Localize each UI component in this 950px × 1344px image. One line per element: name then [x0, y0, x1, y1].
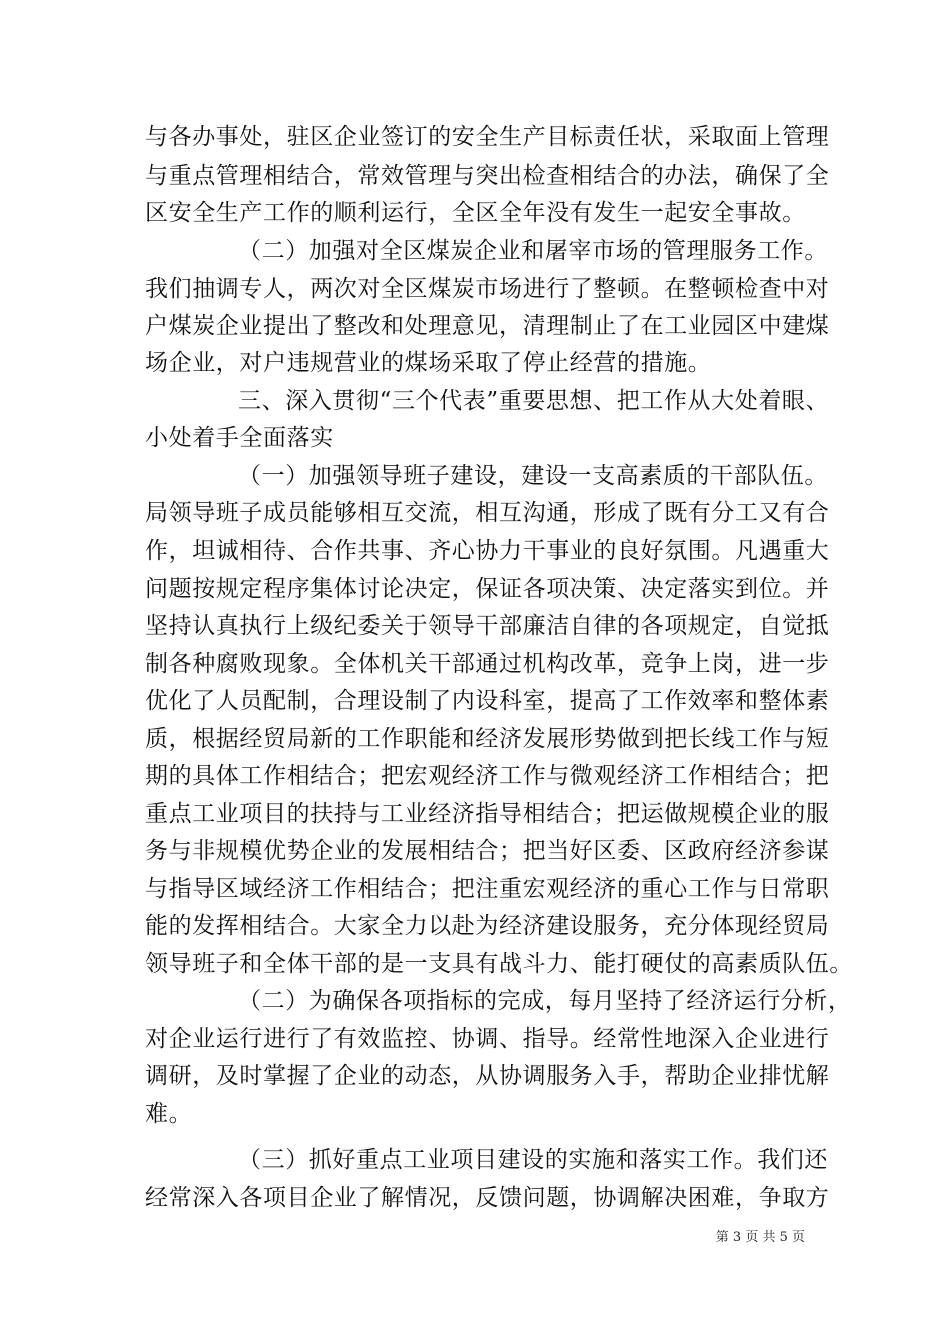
text-line: 与指导区域经济工作相结合；把注重宏观经济的重心工作与日常职 [145, 876, 830, 902]
text-line: 务与非规模优势企业的发展相结合；把当好区委、区政府经济参谋 [145, 838, 830, 864]
text-line: 小处着手全面落实 [145, 425, 334, 451]
text-line: 领导班子和全体干部的是一支具有战斗力、能打硬仗的高素质队伍。 [145, 951, 853, 977]
text-line: 优化了人员配制，合理设制了内设科室，提高了工作效率和整体素 [145, 688, 830, 714]
text-line: 制各种腐败现象。全体机关干部通过机构改革，竞争上岗，进一步 [145, 651, 830, 677]
text-line: 与重点管理相结合，常效管理与突出检查相结合的办法，确保了全 [145, 163, 830, 189]
text-line: 经常深入各项目企业了解情况，反馈问题，协调解决困难，争取方 [145, 1185, 830, 1211]
text-line: 局领导班子成员能够相互交流，相互沟通，形成了既有分工又有合 [145, 500, 830, 526]
page-number-footer: 第 3 页 共 5 页 [715, 1230, 805, 1245]
section-heading: （一）加强领导班子建设，建设一支高素质的干部队伍。 [238, 463, 828, 489]
text-line: 户煤炭企业提出了整改和处理意见，清理制止了在工业园区中建煤 [145, 313, 830, 339]
text-line: 对企业运行进行了有效监控、协调、指导。经常性地深入企业进行 [145, 1026, 830, 1052]
text-line: 问题按规定程序集体讨论决定，保证各项决策、决定落实到位。并 [145, 576, 830, 602]
text-line: 区安全生产工作的顺利运行，全区全年没有发生一起安全事故。 [145, 200, 806, 226]
text-line: 我们抽调专人，两次对全区煤炭市场进行了整顿。在整顿检查中对 [145, 276, 830, 302]
text-line: 坚持认真执行上级纪委关于领导干部廉洁自律的各项规定，自觉抵 [145, 613, 830, 639]
text-line: 重点工业项目的扶持与工业经济指导相结合；把运做规模企业的服 [145, 801, 830, 827]
text-line: 难。 [145, 1101, 193, 1127]
text-line: 调研，及时掌握了企业的动态，从协调服务入手，帮助企业排忧解 [145, 1063, 830, 1089]
text-line: 作，坦诚相待、合作共事、齐心协力干事业的良好氛围。凡遇重大 [145, 538, 830, 564]
text-line: 场企业，对户违规营业的煤场采取了停止经营的措施。 [145, 350, 712, 376]
text-line: 期的具体工作相结合；把宏观经济工作与微观经济工作相结合；把 [145, 763, 830, 789]
section-heading: （三）抓好重点工业项目建设的实施和落实工作。我们还 [238, 1147, 828, 1173]
text-line: 与各办事处，驻区企业签订的安全生产目标责任状，采取面上管理 [145, 124, 830, 150]
section-heading: （二）加强对全区煤炭企业和屠宰市场的管理服务工作。 [238, 238, 828, 264]
text-line: 能的发挥相结合。大家全力以赴为经济建设服务，充分体现经贸局 [145, 913, 830, 939]
section-heading: （二）为确保各项指标的完成，每月坚持了经济运行分析， [238, 988, 852, 1014]
section-heading: 三、深入贯彻“三个代表”重要思想、把工作从大处着眼、 [238, 388, 830, 414]
text-line: 质，根据经贸局新的工作职能和经济发展形势做到把长线工作与短 [145, 726, 830, 752]
